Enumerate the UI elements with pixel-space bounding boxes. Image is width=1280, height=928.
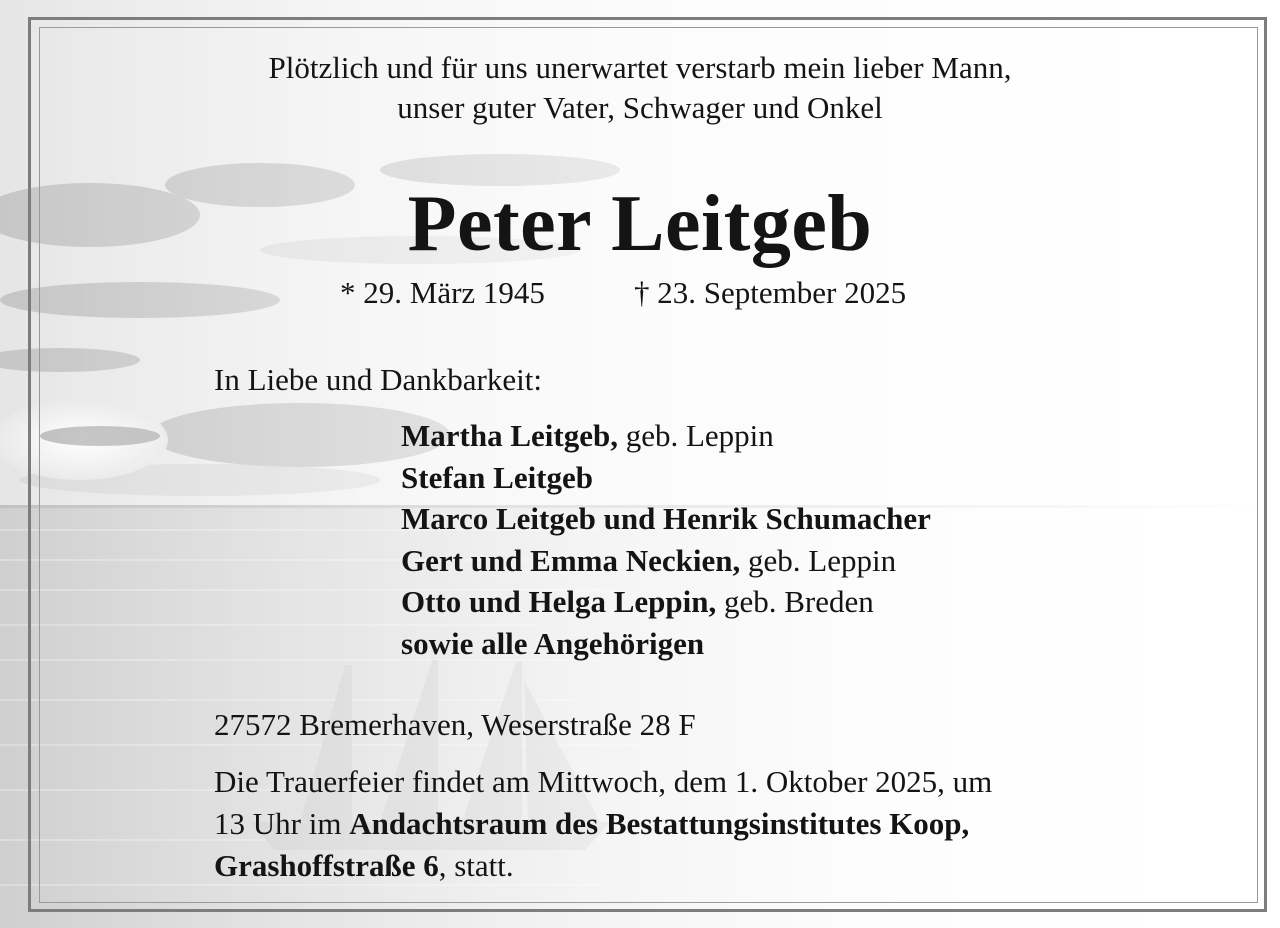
mourner-name: Martha Leitgeb, (401, 418, 618, 453)
mourner-name: Gert und Emma Neckien, (401, 542, 741, 578)
deceased-name: Peter Leitgeb (407, 180, 873, 268)
intro-text (150, 48, 1130, 128)
mourner-suffix: geb. Leppin (740, 542, 897, 578)
mourner-name: Stefan Leitgeb (401, 459, 594, 495)
mourner-entry (401, 540, 931, 582)
service-time-text: 13 Uhr im (214, 806, 350, 841)
service-line-1: Die Trauerfeier findet am Mittwoch, dem 1. Oktober 2025, um (214, 764, 993, 799)
service-venue: Andachtsraum des Bestattungsinstitutes Koop, (349, 806, 970, 841)
mourner-entry (401, 415, 931, 457)
service-street: Grashoffstraße 6 (214, 848, 439, 883)
mourners-list (401, 415, 931, 664)
mourner-name: Marco Leitgeb und Henrik Schumacher (401, 501, 931, 536)
service-line-2 (214, 803, 1174, 845)
service-line-3 (214, 845, 1174, 887)
funeral-service-info (214, 761, 1174, 887)
mourner-name: sowie alle Angehörigen (401, 625, 705, 661)
mourner-entry (401, 581, 931, 623)
mourner-suffix: geb. Leppin (617, 418, 774, 453)
intro-line-2: unser guter Vater, Schwager und Onkel (397, 90, 883, 125)
birth-date: * 29. März 1945 (340, 275, 545, 310)
gratitude-line: In Liebe und Dankbarkeit: (214, 362, 542, 397)
intro-line-1: Plötzlich und für uns unerwartet verstarb mein lieber Mann, (268, 50, 1012, 85)
family-address: 27572 Bremerhaven, Weserstraße 28 F (214, 707, 696, 742)
death-date: † 23. September 2025 (634, 275, 907, 310)
service-closing: , statt. (438, 848, 514, 883)
mourner-suffix: geb. Breden (716, 584, 874, 619)
mourner-entry (401, 623, 931, 665)
mourner-entry (401, 498, 931, 540)
mourner-entry (401, 457, 931, 499)
mourner-name: Otto und Helga Leppin, (401, 584, 717, 619)
